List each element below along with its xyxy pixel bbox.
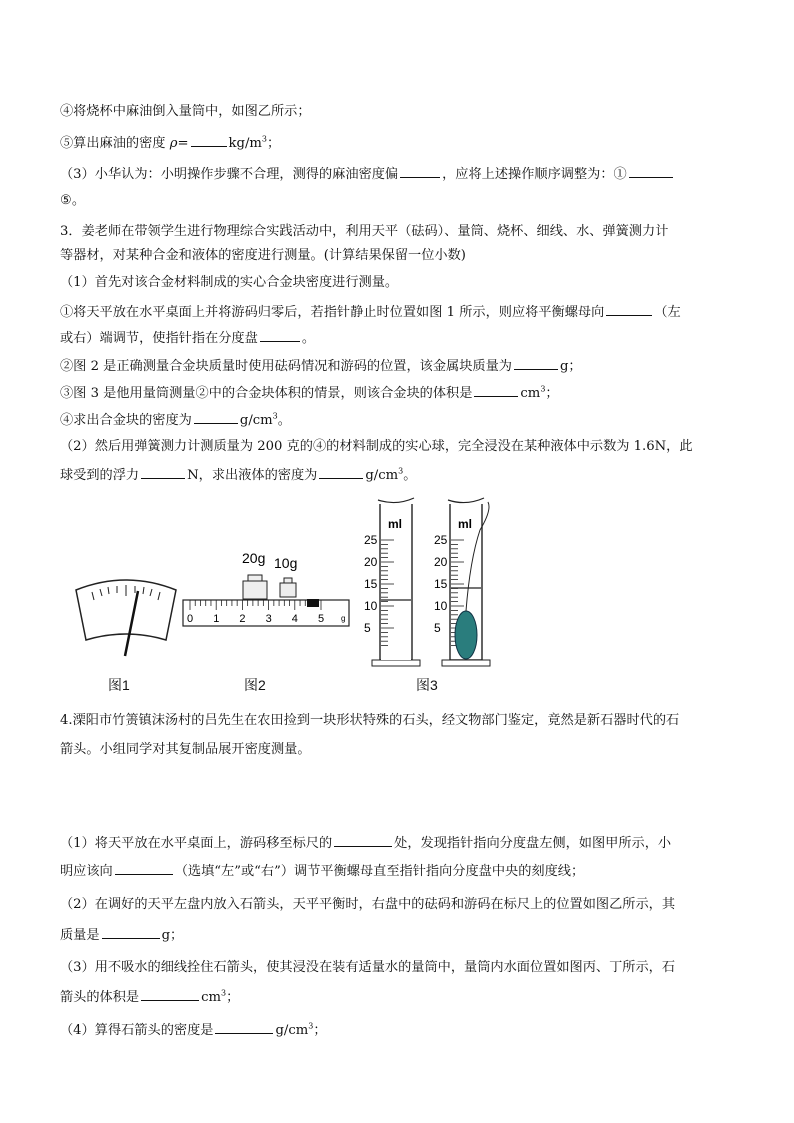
cylinder-tick-label: 25 — [434, 533, 448, 547]
answer-blank[interactable] — [629, 163, 673, 178]
answer-blank[interactable] — [115, 860, 173, 875]
q4-step4 — [60, 1019, 724, 1041]
ruler-tick-label: 1 — [213, 613, 220, 625]
q2-step5-eq: = — [177, 136, 189, 151]
q3-step4-text: ④求出合金块的密度为 — [60, 413, 192, 428]
q4-step1-cont — [60, 860, 724, 882]
answer-blank[interactable] — [334, 832, 392, 847]
q4-intro-1: 4.溧阳市竹箦镇沫汤村的吕先生在农田捡到一块形状特殊的石头，经文物部门鉴定，竟然是新石器时代的石 — [60, 713, 680, 728]
q3-step4-end: 。 — [277, 413, 291, 428]
q4-step3-end: ； — [226, 990, 240, 1005]
q3-intro-2: 等器材，对某种合金和液体的密度进行测量。(计算结果保留一位小数) — [60, 248, 466, 263]
figures-row — [0, 490, 794, 700]
ruler-unit: g — [341, 614, 346, 623]
q2-sub3-text-b: ，应将上述操作顺序调整为：① — [442, 167, 627, 182]
q3-part1: （1）首先对该合金材料制成的实心合金块密度进行测量。 — [60, 275, 399, 290]
q2-step5 — [60, 132, 724, 154]
answer-blank[interactable] — [141, 986, 199, 1001]
superscript: 3 — [261, 134, 268, 144]
fig1-label: 图1 — [108, 677, 130, 693]
alloy-block — [455, 611, 477, 659]
cylinder-tick-label: 15 — [364, 577, 378, 591]
q4-step1-text-c: 明应该向 — [60, 864, 113, 879]
q3-step1-text: ①将天平放在水平桌面上并将游码归零后，若指针静止时位置如图 1 所示，则应将平衡螺母向 — [60, 305, 605, 320]
answer-blank[interactable] — [102, 924, 160, 939]
q4-step4-unit: g/cm — [275, 1023, 309, 1038]
q3-step3 — [60, 382, 724, 404]
ruler-tick-label: 2 — [239, 613, 246, 625]
answer-blank[interactable] — [606, 301, 652, 316]
weight-label-10g: 10g — [274, 555, 298, 571]
q4-step1-text-b: 处，发现指针指向分度盘左侧，如图甲所示，小 — [394, 836, 672, 851]
q3-step2 — [60, 355, 724, 377]
answer-blank[interactable] — [215, 1019, 273, 1034]
cylinder-tick-label: 20 — [434, 555, 448, 569]
q3-part2-unit: g/cm — [365, 468, 399, 483]
superscript: 3 — [398, 466, 404, 476]
weight-20g-knob — [248, 575, 262, 581]
fig2-weights-and-ruler — [183, 550, 349, 626]
cylinder-tick-label: 5 — [364, 621, 371, 635]
superscript: 3 — [308, 1021, 314, 1031]
ruler-tick-label: 4 — [291, 613, 298, 625]
weight-20g — [243, 581, 267, 599]
answer-blank[interactable] — [474, 382, 518, 397]
q4-intro-2: 箭头。小组同学对其复制品展开密度测量。 — [60, 742, 311, 757]
answer-blank[interactable] — [319, 464, 363, 479]
weight-10g — [280, 583, 296, 597]
q3-step3-end: ； — [545, 386, 559, 401]
answer-blank[interactable] — [400, 163, 440, 178]
rho-symbol: ρ — [169, 136, 178, 151]
q3-step3-unit: cm — [520, 386, 541, 401]
q3-step4 — [60, 409, 724, 431]
ruler-tick-label: 3 — [265, 613, 272, 625]
cylinder-tick-label: 10 — [434, 599, 448, 613]
q4-step3-text-b: 箭头的体积是 — [60, 990, 140, 1005]
fig1-balance-dial — [76, 580, 176, 656]
q2-step5-unit: kg/m — [228, 136, 262, 151]
q4-step4-text: （4）算得石箭头的密度是 — [60, 1023, 214, 1038]
q3-step4-unit: g/cm — [239, 413, 273, 428]
q2-step5-end: ； — [267, 136, 281, 151]
cylinder-tick-label: 10 — [364, 599, 378, 613]
q4-step3-unit: cm — [201, 990, 222, 1005]
cylinder-base — [442, 660, 490, 666]
q2-sub3-text: （3）小华认为：小明操作步骤不合理，测得的麻油密度偏 — [60, 167, 399, 182]
q4-step2-text-b: 质量是 — [60, 928, 100, 943]
cylinder-tick-label: 25 — [364, 533, 378, 547]
fig2-label: 图2 — [244, 677, 266, 693]
superscript: 3 — [272, 411, 278, 421]
q4-step2-cont — [60, 924, 724, 946]
cylinder-tick-label: 5 — [434, 621, 441, 635]
answer-blank[interactable] — [141, 464, 185, 479]
q3-part2: （2）然后用弹簧测力计测质量为 200 克的④的材料制成的实心球，完全浸没在某种液体中示数为 1.6N，此 — [60, 439, 693, 454]
q4-step2-unit: g； — [161, 928, 184, 943]
q2-step5-text: ⑤算出麻油的密度 — [60, 136, 170, 151]
rider — [307, 599, 319, 607]
q4-step4-end: ； — [313, 1023, 327, 1038]
q3-part2-cont — [60, 464, 724, 486]
q2-sub3 — [60, 163, 724, 185]
q3-part2-text-c: N，求出液体的密度为 — [187, 468, 318, 483]
cylinder-unit-left: ml — [388, 517, 403, 531]
q3-step1 — [60, 301, 724, 323]
q3-step2-unit: g； — [559, 359, 582, 374]
q2-sub3-end: ⑤。 — [60, 193, 86, 208]
cylinder-tick-label: 20 — [364, 555, 378, 569]
pointer-needle — [125, 591, 138, 656]
cylinder-unit-right: ml — [458, 517, 473, 531]
answer-blank[interactable] — [514, 355, 558, 370]
q4-step3-cont — [60, 986, 724, 1008]
q2-step4: ④将烧杯中麻油倒入量筒中，如图乙所示； — [60, 104, 311, 119]
q3-step3-text: ③图 3 是他用量筒测量②中的合金块体积的情景，则该合金块的体积是 — [60, 386, 473, 401]
q3-step1-cont — [60, 327, 724, 349]
fig3-cylinders — [364, 498, 490, 666]
q3-step1-text-d: 。 — [301, 331, 315, 346]
cylinder-tick-label: 15 — [434, 577, 448, 591]
superscript: 3 — [221, 988, 227, 998]
q4-step3: （3）用不吸水的细线拴住石箭头，使其浸没在装有适量水的量筒中，量筒内水面位置如图丙、丁所示，石 — [60, 960, 676, 975]
superscript: 3 — [540, 384, 546, 394]
weight-label-20g: 20g — [242, 550, 266, 566]
cylinder-base — [372, 660, 420, 666]
ruler-tick-label: 5 — [318, 613, 325, 625]
q3-step1-text-c: 或右）端调节，使指针指在分度盘 — [60, 331, 258, 346]
weight-10g-knob — [284, 578, 292, 583]
answer-blank[interactable] — [191, 132, 227, 147]
q3-part2-text-b: 球受到的浮力 — [60, 468, 140, 483]
q3-intro-1: 3．姜老师在带领学生进行物理综合实践活动中，利用天平（砝码）、量筒、烧杯、细线、水、弹簧测力计 — [60, 224, 669, 239]
q3-step2-text: ②图 2 是正确测量合金块质量时使用砝码情况和游码的位置，该金属块质量为 — [60, 359, 512, 374]
answer-blank[interactable] — [194, 409, 238, 424]
q3-step1-text-b: （左 — [654, 305, 681, 320]
q4-step1 — [60, 832, 724, 854]
q4-step1-text: （1）将天平放在水平桌面上，游码移至标尺的 — [60, 836, 333, 851]
q3-part2-end: 。 — [403, 468, 417, 483]
answer-blank[interactable] — [260, 327, 300, 342]
fig3-label: 图3 — [416, 677, 438, 693]
q4-step2: （2）在调好的天平左盘内放入石箭头，天平平衡时，右盘中的砝码和游码在标尺上的位置如图乙所示，其 — [60, 897, 676, 912]
q4-step1-text-d: （选填“左”或“右”）调节平衡螺母直至指针指向分度盘中央的刻度线； — [174, 864, 585, 879]
ruler-tick-label: 0 — [187, 613, 194, 625]
